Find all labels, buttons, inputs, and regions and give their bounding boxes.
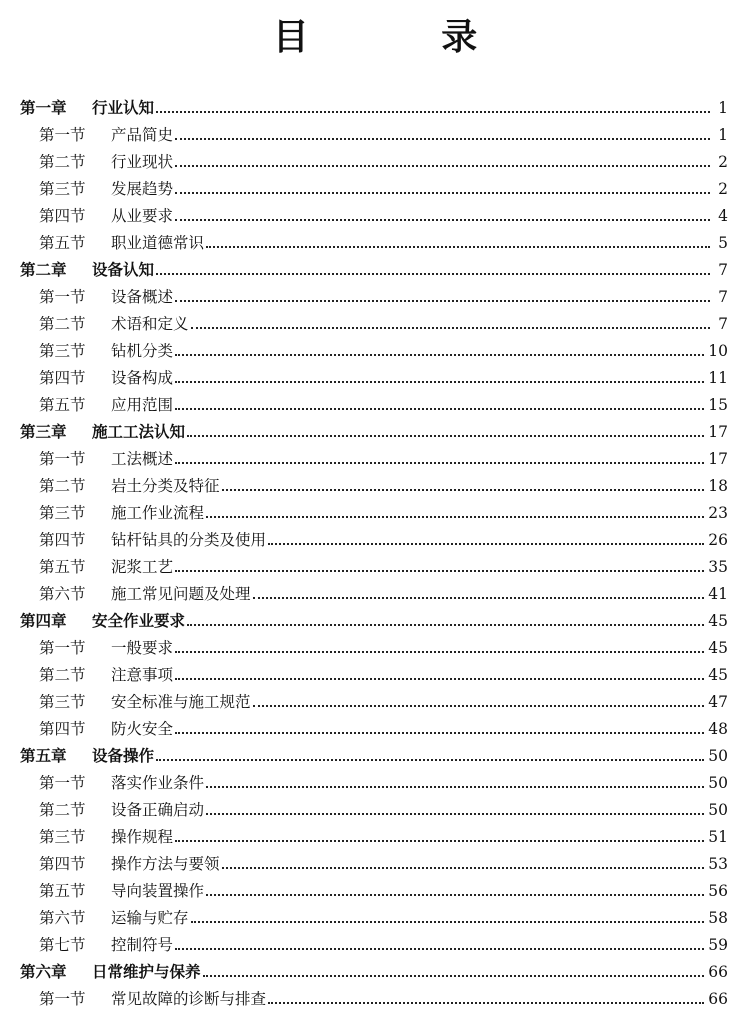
toc-page-number: 17 bbox=[708, 450, 728, 468]
toc-page-number: 23 bbox=[708, 504, 728, 522]
dot-leader bbox=[175, 192, 710, 194]
toc-entry-number: 第六节 bbox=[39, 909, 86, 927]
toc-section-row[interactable] bbox=[0, 685, 750, 712]
toc-section-row[interactable] bbox=[0, 496, 750, 523]
toc-section-row[interactable] bbox=[0, 199, 750, 226]
dot-leader bbox=[175, 732, 704, 734]
toc-entry-title: 日常维护与保养 bbox=[92, 963, 201, 981]
dot-leader bbox=[191, 921, 705, 923]
toc-section-row[interactable] bbox=[0, 901, 750, 928]
dot-leader bbox=[175, 840, 704, 842]
dot-leader bbox=[175, 948, 704, 950]
toc-page-number: 11 bbox=[708, 369, 728, 387]
toc-entry-number: 第一节 bbox=[39, 288, 86, 306]
toc-chapter-row[interactable] bbox=[0, 739, 750, 766]
toc-entry-number: 第六章 bbox=[20, 963, 67, 981]
toc-entry-title: 从业要求 bbox=[111, 207, 174, 225]
dot-leader bbox=[175, 462, 704, 464]
toc-section-row[interactable] bbox=[0, 874, 750, 901]
toc-entry-title: 注意事项 bbox=[111, 666, 174, 684]
dot-leader bbox=[253, 705, 705, 707]
toc-page-number: 26 bbox=[708, 531, 728, 549]
dot-leader bbox=[175, 408, 704, 410]
toc-entry-number: 第四章 bbox=[20, 612, 67, 630]
toc-page-number: 7 bbox=[718, 288, 728, 306]
dot-leader bbox=[175, 678, 704, 680]
toc-section-row[interactable] bbox=[0, 145, 750, 172]
toc-page-number: 18 bbox=[708, 477, 728, 495]
toc-chapter-row[interactable] bbox=[0, 91, 750, 118]
toc-page-number: 15 bbox=[708, 396, 728, 414]
toc-entry-number: 第五节 bbox=[39, 558, 86, 576]
page-title: 目 录 bbox=[272, 17, 538, 58]
toc-page-number: 1 bbox=[718, 126, 728, 144]
toc-entry-title: 岩土分类及特征 bbox=[111, 477, 220, 495]
dot-leader bbox=[203, 975, 705, 977]
toc-page-number: 48 bbox=[708, 720, 728, 738]
toc-entry-title: 控制符号 bbox=[111, 936, 174, 954]
toc-entry-number: 第二节 bbox=[39, 477, 86, 495]
toc-page-number: 45 bbox=[708, 666, 728, 684]
toc-entry-title: 操作方法与要领 bbox=[111, 855, 220, 873]
toc-entry-number: 第一节 bbox=[39, 990, 86, 1008]
toc-section-row[interactable] bbox=[0, 766, 750, 793]
toc-entry-number: 第四节 bbox=[39, 207, 86, 225]
toc-entry-title: 发展趋势 bbox=[111, 180, 174, 198]
toc-entry-number: 第二节 bbox=[39, 666, 86, 684]
toc-entry-title: 术语和定义 bbox=[111, 315, 189, 333]
toc-page-number: 35 bbox=[708, 558, 728, 576]
dot-leader bbox=[175, 219, 710, 221]
toc-page-number: 10 bbox=[708, 342, 728, 360]
toc-section-row[interactable] bbox=[0, 361, 750, 388]
toc-entry-number: 第一节 bbox=[39, 774, 86, 792]
toc-entry-number: 第三节 bbox=[39, 180, 86, 198]
toc-entry-title: 安全标准与施工规范 bbox=[111, 693, 251, 711]
toc-entry-title: 运输与贮存 bbox=[111, 909, 189, 927]
toc-entry-title: 钻杆钻具的分类及使用 bbox=[111, 531, 267, 549]
dot-leader bbox=[268, 543, 704, 545]
toc-page-number: 2 bbox=[718, 180, 728, 198]
toc-page-number: 58 bbox=[708, 909, 728, 927]
toc-entry-number: 第一节 bbox=[39, 639, 86, 657]
dot-leader bbox=[253, 597, 705, 599]
dot-leader bbox=[175, 381, 704, 383]
toc-page-number: 2 bbox=[718, 153, 728, 171]
toc-entry-number: 第五节 bbox=[39, 396, 86, 414]
toc-entry-title: 设备操作 bbox=[92, 747, 155, 765]
toc-entry-title: 设备正确启动 bbox=[111, 801, 205, 819]
dot-leader bbox=[175, 165, 710, 167]
toc-entry-title: 施工常见问题及处理 bbox=[111, 585, 251, 603]
toc-section-row[interactable] bbox=[0, 550, 750, 577]
dot-leader bbox=[175, 570, 704, 572]
toc-page-number: 7 bbox=[718, 261, 728, 279]
toc-section-row[interactable] bbox=[0, 523, 750, 550]
toc-entry-number: 第三节 bbox=[39, 693, 86, 711]
toc-section-row[interactable] bbox=[0, 334, 750, 361]
toc-page-number: 45 bbox=[708, 612, 728, 630]
toc-entry-title: 导向装置操作 bbox=[111, 882, 205, 900]
dot-leader bbox=[187, 435, 704, 437]
toc-section-row[interactable] bbox=[0, 847, 750, 874]
toc-entry-number: 第二节 bbox=[39, 153, 86, 171]
dot-leader bbox=[156, 273, 710, 275]
dot-leader bbox=[175, 651, 704, 653]
toc-entry-title: 产品简史 bbox=[111, 126, 174, 144]
toc-section-row[interactable] bbox=[0, 388, 750, 415]
toc-entry-title: 设备概述 bbox=[111, 288, 174, 306]
dot-leader bbox=[206, 813, 704, 815]
toc-entry-title: 安全作业要求 bbox=[92, 612, 186, 630]
toc-section-row[interactable] bbox=[0, 442, 750, 469]
toc-entry-number: 第一节 bbox=[39, 450, 86, 468]
toc-entry-title: 工法概述 bbox=[111, 450, 174, 468]
toc-page-number: 17 bbox=[708, 423, 728, 441]
toc-section-row[interactable] bbox=[0, 928, 750, 955]
toc-section-row[interactable] bbox=[0, 631, 750, 658]
toc-page-number: 41 bbox=[708, 585, 728, 603]
toc-section-row[interactable] bbox=[0, 793, 750, 820]
toc-page-number: 59 bbox=[708, 936, 728, 954]
toc-section-row[interactable] bbox=[0, 226, 750, 253]
toc-entry-number: 第二节 bbox=[39, 801, 86, 819]
toc-page-number: 1 bbox=[718, 99, 728, 117]
toc-page-number: 53 bbox=[708, 855, 728, 873]
toc-entry-number: 第四节 bbox=[39, 855, 86, 873]
dot-leader bbox=[268, 1002, 704, 1004]
dot-leader bbox=[175, 300, 710, 302]
toc-section-row[interactable] bbox=[0, 118, 750, 145]
toc-entry-number: 第三节 bbox=[39, 504, 86, 522]
toc-entry-title: 行业现状 bbox=[111, 153, 174, 171]
toc-entry-title: 落实作业条件 bbox=[111, 774, 205, 792]
toc-page-number: 47 bbox=[708, 693, 728, 711]
dot-leader bbox=[187, 624, 704, 626]
toc-section-row[interactable] bbox=[0, 712, 750, 739]
toc-entry-title: 应用范围 bbox=[111, 396, 174, 414]
toc-entry-number: 第五节 bbox=[39, 882, 86, 900]
toc-entry-title: 施工作业流程 bbox=[111, 504, 205, 522]
dot-leader bbox=[175, 354, 704, 356]
toc-chapter-row[interactable] bbox=[0, 253, 750, 280]
toc-section-row[interactable] bbox=[0, 469, 750, 496]
toc-page-number: 50 bbox=[708, 774, 728, 792]
toc-page-number: 5 bbox=[718, 234, 728, 252]
toc-entry-number: 第四节 bbox=[39, 531, 86, 549]
dot-leader bbox=[191, 327, 710, 329]
toc-chapter-row[interactable] bbox=[0, 415, 750, 442]
toc-entry-number: 第七节 bbox=[39, 936, 86, 954]
dot-leader bbox=[206, 894, 704, 896]
toc-entry-title: 设备构成 bbox=[111, 369, 174, 387]
toc-page-number: 66 bbox=[708, 990, 728, 1008]
toc-section-row[interactable] bbox=[0, 172, 750, 199]
dot-leader bbox=[156, 111, 710, 113]
toc-page-number: 51 bbox=[708, 828, 728, 846]
toc-entry-number: 第四节 bbox=[39, 369, 86, 387]
dot-leader bbox=[206, 246, 710, 248]
toc-entry-number: 第三节 bbox=[39, 342, 86, 360]
toc-entry-number: 第三节 bbox=[39, 828, 86, 846]
toc-entry-title: 常见故障的诊断与排查 bbox=[111, 990, 267, 1008]
toc-page-number: 50 bbox=[708, 747, 728, 765]
toc-entry-title: 设备认知 bbox=[92, 261, 155, 279]
toc-entry-title: 一般要求 bbox=[111, 639, 174, 657]
dot-leader bbox=[206, 516, 704, 518]
dot-leader bbox=[222, 867, 705, 869]
toc-entry-number: 第一节 bbox=[39, 126, 86, 144]
toc-entry-title: 职业道德常识 bbox=[111, 234, 205, 252]
toc-page-number: 56 bbox=[708, 882, 728, 900]
toc-entry-number: 第五章 bbox=[20, 747, 67, 765]
toc-section-row[interactable] bbox=[0, 307, 750, 334]
toc-page-number: 66 bbox=[708, 963, 728, 981]
toc-entry-number: 第六节 bbox=[39, 585, 86, 603]
toc-entry-title: 钻机分类 bbox=[111, 342, 174, 360]
dot-leader bbox=[206, 786, 704, 788]
dot-leader bbox=[156, 759, 704, 761]
toc-entry-title: 行业认知 bbox=[92, 99, 155, 117]
dot-leader bbox=[175, 138, 710, 140]
toc-section-row[interactable] bbox=[0, 577, 750, 604]
toc-entry-title: 操作规程 bbox=[111, 828, 174, 846]
toc-entry-number: 第一章 bbox=[20, 99, 67, 117]
toc-entry-number: 第二章 bbox=[20, 261, 67, 279]
toc-page-number: 4 bbox=[718, 207, 728, 225]
toc-entry-number: 第四节 bbox=[39, 720, 86, 738]
toc-page-number: 7 bbox=[718, 315, 728, 333]
toc-entry-title: 泥浆工艺 bbox=[111, 558, 174, 576]
toc-page-number: 50 bbox=[708, 801, 728, 819]
toc-page-number: 45 bbox=[708, 639, 728, 657]
toc-entry-number: 第三章 bbox=[20, 423, 67, 441]
toc-section-row[interactable] bbox=[0, 820, 750, 847]
toc-entry-title: 防火安全 bbox=[111, 720, 174, 738]
toc-section-row[interactable] bbox=[0, 280, 750, 307]
table-of-contents bbox=[0, 91, 750, 1009]
toc-entry-number: 第二节 bbox=[39, 315, 86, 333]
toc-chapter-row[interactable] bbox=[0, 604, 750, 631]
toc-section-row[interactable] bbox=[0, 982, 750, 1009]
toc-chapter-row[interactable] bbox=[0, 955, 750, 982]
dot-leader bbox=[222, 489, 705, 491]
toc-entry-title: 施工工法认知 bbox=[92, 423, 186, 441]
toc-entry-number: 第五节 bbox=[39, 234, 86, 252]
toc-section-row[interactable] bbox=[0, 658, 750, 685]
